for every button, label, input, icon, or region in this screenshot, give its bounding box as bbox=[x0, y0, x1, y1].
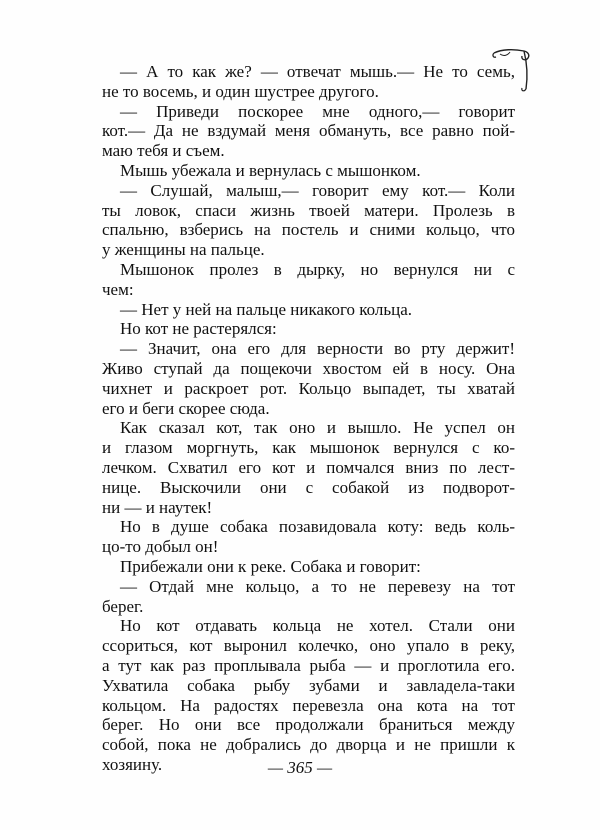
paragraph bbox=[102, 616, 515, 774]
paragraph bbox=[102, 161, 515, 181]
text-line: маю тебя и съем. bbox=[102, 141, 225, 161]
text-line: — Слушай, малыш,— говорит ему кот.— Коли bbox=[120, 180, 515, 200]
text-line: — Нет у ней на пальце никакого кольца. bbox=[120, 299, 413, 319]
text-line: Живо ступай да пощекочи хвостом ей в носу. Она bbox=[102, 358, 515, 378]
paragraph bbox=[102, 260, 515, 300]
text-line: спальню, взберись на постель и сними кольцо, что bbox=[102, 220, 515, 240]
text-line: берег. Но они все продолжали браниться между bbox=[102, 715, 515, 735]
text-line: Но кот не растерялся: bbox=[120, 319, 277, 339]
paragraph bbox=[102, 339, 515, 418]
paragraph bbox=[102, 418, 515, 517]
text-line: и глазом моргнуть, как мышонок вернулся с ко- bbox=[102, 438, 515, 458]
text-line: чем: bbox=[102, 279, 134, 299]
page-body-text bbox=[102, 62, 515, 775]
text-line: Ухватила собака рыбу зубами и завладела-таки bbox=[102, 675, 515, 695]
text-line: Мышонок пролез в дырку, но вернулся ни с bbox=[120, 259, 515, 279]
text-line: Но кот отдавать кольца не хотел. Стали они bbox=[120, 616, 515, 636]
text-line: Мышь убежала и вернулась с мышонком. bbox=[120, 160, 421, 180]
text-line: а тут как раз проплывала рыба — и проглотила его. bbox=[102, 655, 515, 675]
paragraph bbox=[102, 62, 515, 102]
text-line: его и беги скорее сюда. bbox=[102, 398, 270, 418]
text-line: Как сказал кот, так оно и вышло. Не успел он bbox=[120, 418, 515, 438]
text-line: — Отдай мне кольцо, а то не перевезу на тот bbox=[120, 576, 515, 596]
page-number: — 365 — bbox=[267, 758, 333, 777]
text-line: кот.— Да не вздумай меня обмануть, все равно пой- bbox=[102, 121, 515, 141]
paragraph bbox=[102, 300, 515, 320]
text-line: ни — и наутек! bbox=[102, 497, 213, 517]
text-line: цо-то добыл он! bbox=[102, 537, 219, 557]
paragraph bbox=[102, 181, 515, 260]
text-line: Прибежали они к реке. Собака и говорит: bbox=[120, 556, 421, 576]
text-line: Но в душе собака позавидовала коту: ведь коль- bbox=[120, 517, 515, 537]
text-line: у женщины на пальце. bbox=[102, 240, 265, 260]
paragraph bbox=[102, 102, 515, 161]
paragraph bbox=[102, 319, 515, 339]
text-line: берег. bbox=[102, 596, 144, 616]
text-line: — Приведи поскорее мне одного,— говорит bbox=[120, 101, 515, 121]
text-line: кольцом. На радостях перевезла она кота на тот bbox=[102, 695, 515, 715]
text-line: — А то как же? — отвечат мышь.— Не то семь, bbox=[120, 62, 515, 81]
text-line: чихнет и раскроет рот. Кольцо выпадет, ты хватай bbox=[102, 378, 515, 398]
text-line: ты ловок, спаси жизнь твоей матери. Пролезь в bbox=[102, 200, 515, 220]
paragraph bbox=[102, 557, 515, 577]
text-line: не то восемь, и один шустрее другого. bbox=[102, 81, 379, 101]
text-line: хозяину. bbox=[102, 754, 163, 774]
text-line: ссориться, кот выронил колечко, оно упало в реку, bbox=[102, 636, 515, 656]
text-line: лечком. Схватил его кот и помчался вниз по лест- bbox=[102, 457, 515, 477]
paragraph bbox=[102, 577, 515, 617]
text-line: собой, пока не добрались до дворца и не пришли к bbox=[102, 735, 515, 755]
text-line: — Значит, она его для верности во рту держит! bbox=[120, 339, 515, 359]
text-line: нице. Выскочили они с собакой из подворот- bbox=[102, 477, 515, 497]
paragraph bbox=[102, 517, 515, 557]
